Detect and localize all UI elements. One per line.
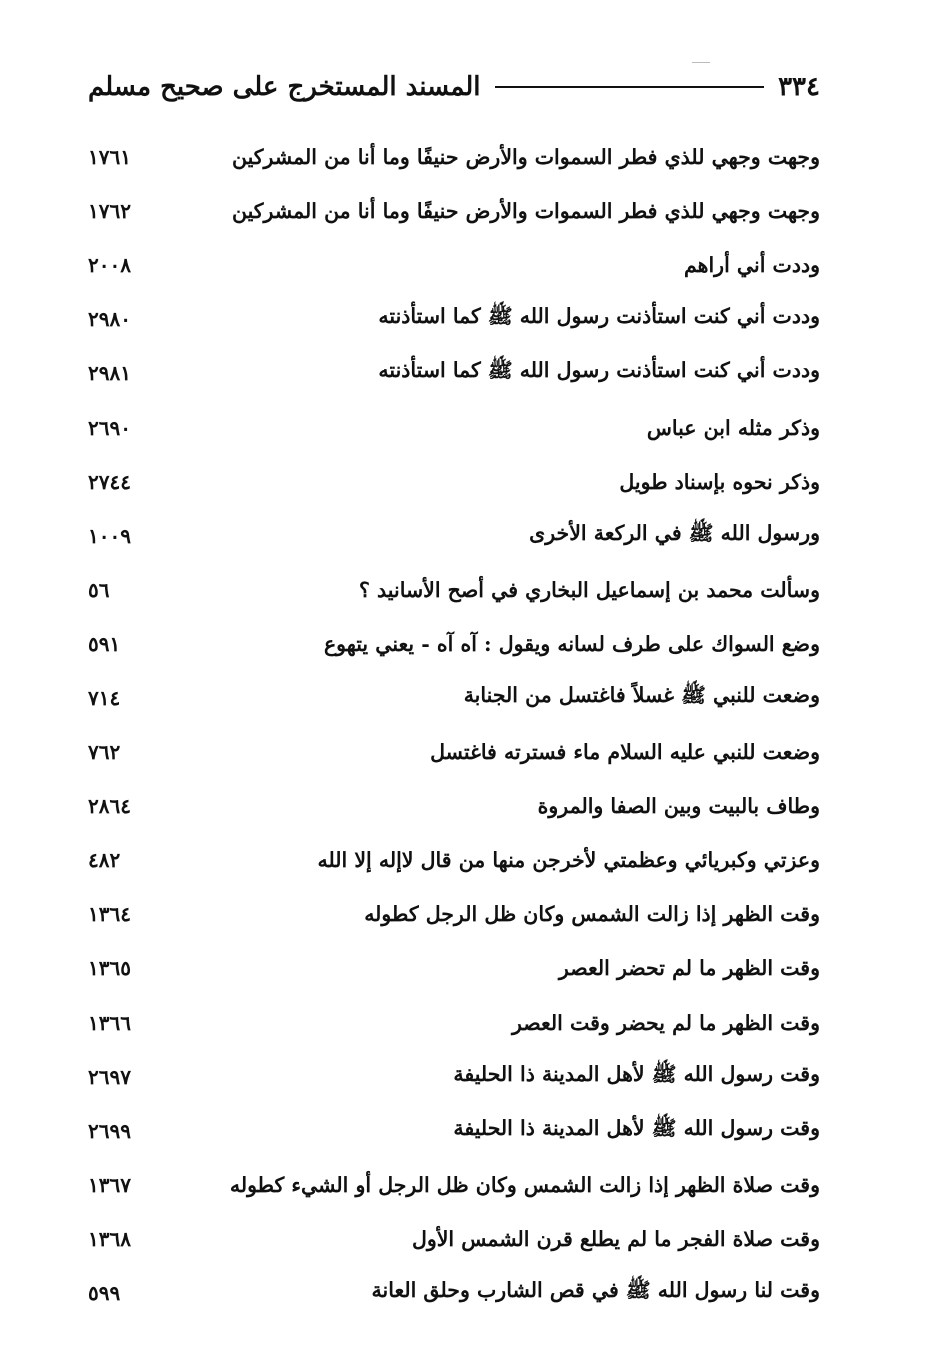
entry-number: ٢٩٨٠ (88, 307, 131, 332)
entry-number: ٢٠٠٨ (88, 253, 131, 278)
entry-text: وددت أني كنت استأذنت رسول الله ﷺ كما استأذنته (378, 304, 820, 329)
header-rule (495, 86, 765, 88)
index-entry (88, 996, 820, 1050)
entry-number: ٧١٤ (88, 685, 121, 710)
page-number: ٣٣٤ (778, 72, 820, 102)
index-entry (88, 1212, 820, 1266)
index-entry (88, 617, 820, 671)
entry-number: ١٧٦١ (88, 145, 131, 170)
entry-text: وقت الظهر إذا زالت الشمس وكان ظل الرجل كطوله (364, 902, 820, 927)
entry-text: ورسول الله ﷺ في الركعة الأخرى (529, 520, 820, 545)
entry-number: ١٧٦٢ (88, 199, 131, 224)
index-entry (88, 292, 820, 346)
index-entry (88, 346, 820, 400)
entry-number: ٢٨٦٤ (88, 794, 131, 819)
index-entry (88, 671, 820, 725)
index-entry (88, 130, 820, 184)
index-entry (88, 1158, 820, 1212)
index-entry (88, 184, 820, 238)
index-entry (88, 887, 820, 941)
page-header (88, 62, 820, 112)
entry-text: وذكر مثله ابن عباس (646, 415, 820, 440)
entry-text: وقت صلاة الفجر ما لم يطلع قرن الشمس الأول (411, 1226, 820, 1251)
index-entry (88, 1104, 820, 1158)
entry-text: وقت صلاة الظهر إذا زالت الشمس وكان ظل الرجل أو الشيء كطوله (229, 1172, 820, 1197)
index-entry (88, 1266, 820, 1320)
entry-number: ٢٧٤٤ (88, 469, 131, 494)
entry-text: وجهت وجهي للذي فطر السموات والأرض حنيفًا وما أنا من المشركين (232, 199, 820, 224)
index-entry (88, 779, 820, 833)
index-entry (88, 941, 820, 995)
entry-text: وقت رسول الله ﷺ لأهل المدينة ذا الحليفة (453, 1061, 820, 1086)
entry-number: ١٣٦٧ (88, 1172, 131, 1197)
entry-text: وقت رسول الله ﷺ لأهل المدينة ذا الحليفة (453, 1115, 820, 1140)
entry-number: ٢٩٨١ (88, 361, 131, 386)
entry-number: ١٣٦٦ (88, 1010, 131, 1035)
entry-number: ١٣٦٨ (88, 1226, 131, 1251)
entry-number: ٢٦٩٠ (88, 415, 131, 440)
entry-number: ٥٩٩ (88, 1281, 121, 1306)
entry-text: وددت أني أراهم (684, 253, 820, 278)
entry-number: ٢٦٩٩ (88, 1118, 131, 1143)
entry-text: وقت الظهر ما لم تحضر العصر (558, 956, 820, 981)
entry-text: وذكر نحوه بإسناد طويل (619, 469, 820, 494)
entry-text: وددت أني كنت استأذنت رسول الله ﷺ كما استأذنته (378, 358, 820, 383)
entry-text: وضعت للنبي ﷺ غسلاً فاغتسل من الجنابة (463, 682, 820, 707)
index-entry (88, 833, 820, 887)
index-entry (88, 1050, 820, 1104)
entry-text: وعزتي وكبريائي وعظمتي لأخرجن منها من قال لاإله إلا الله (317, 848, 820, 873)
entry-number: ٤٨٢ (88, 848, 121, 873)
index-entry (88, 509, 820, 563)
entry-text: وقت الظهر ما لم يحضر وقت العصر (511, 1010, 820, 1035)
entry-text: وضع السواك على طرف لسانه ويقول : آه آه - يعني يتهوع (323, 631, 820, 656)
entry-number: ١٣٦٥ (88, 956, 131, 981)
entry-text: وقت لنا رسول الله ﷺ في قص الشارب وحلق العانة (371, 1278, 820, 1303)
entry-text: وجهت وجهي للذي فطر السموات والأرض حنيفًا وما أنا من المشركين (232, 145, 820, 170)
index-entry (88, 725, 820, 779)
index-entry (88, 400, 820, 454)
entry-number: ٥٩١ (88, 631, 121, 656)
entry-number: ٧٦٢ (88, 740, 121, 765)
index-entry (88, 455, 820, 509)
entry-text: وطاف بالبيت وبين الصفا والمروة (537, 794, 820, 819)
book-title: المسند المستخرج على صحيح مسلم (88, 72, 481, 102)
entry-number: ٢٦٩٧ (88, 1064, 131, 1089)
entry-number: ١٠٠٩ (88, 523, 131, 548)
entry-text: وسألت محمد بن إسماعيل البخاري في أصح الأسانيد ؟ (359, 577, 820, 602)
index-entry (88, 238, 820, 292)
index-entry (88, 563, 820, 617)
index-list (88, 130, 820, 1320)
entry-text: وضعت للنبي عليه السلام ماء فسترته فاغتسل (430, 740, 820, 765)
entry-number: ٥٦ (88, 577, 110, 602)
entry-number: ١٣٦٤ (88, 902, 131, 927)
